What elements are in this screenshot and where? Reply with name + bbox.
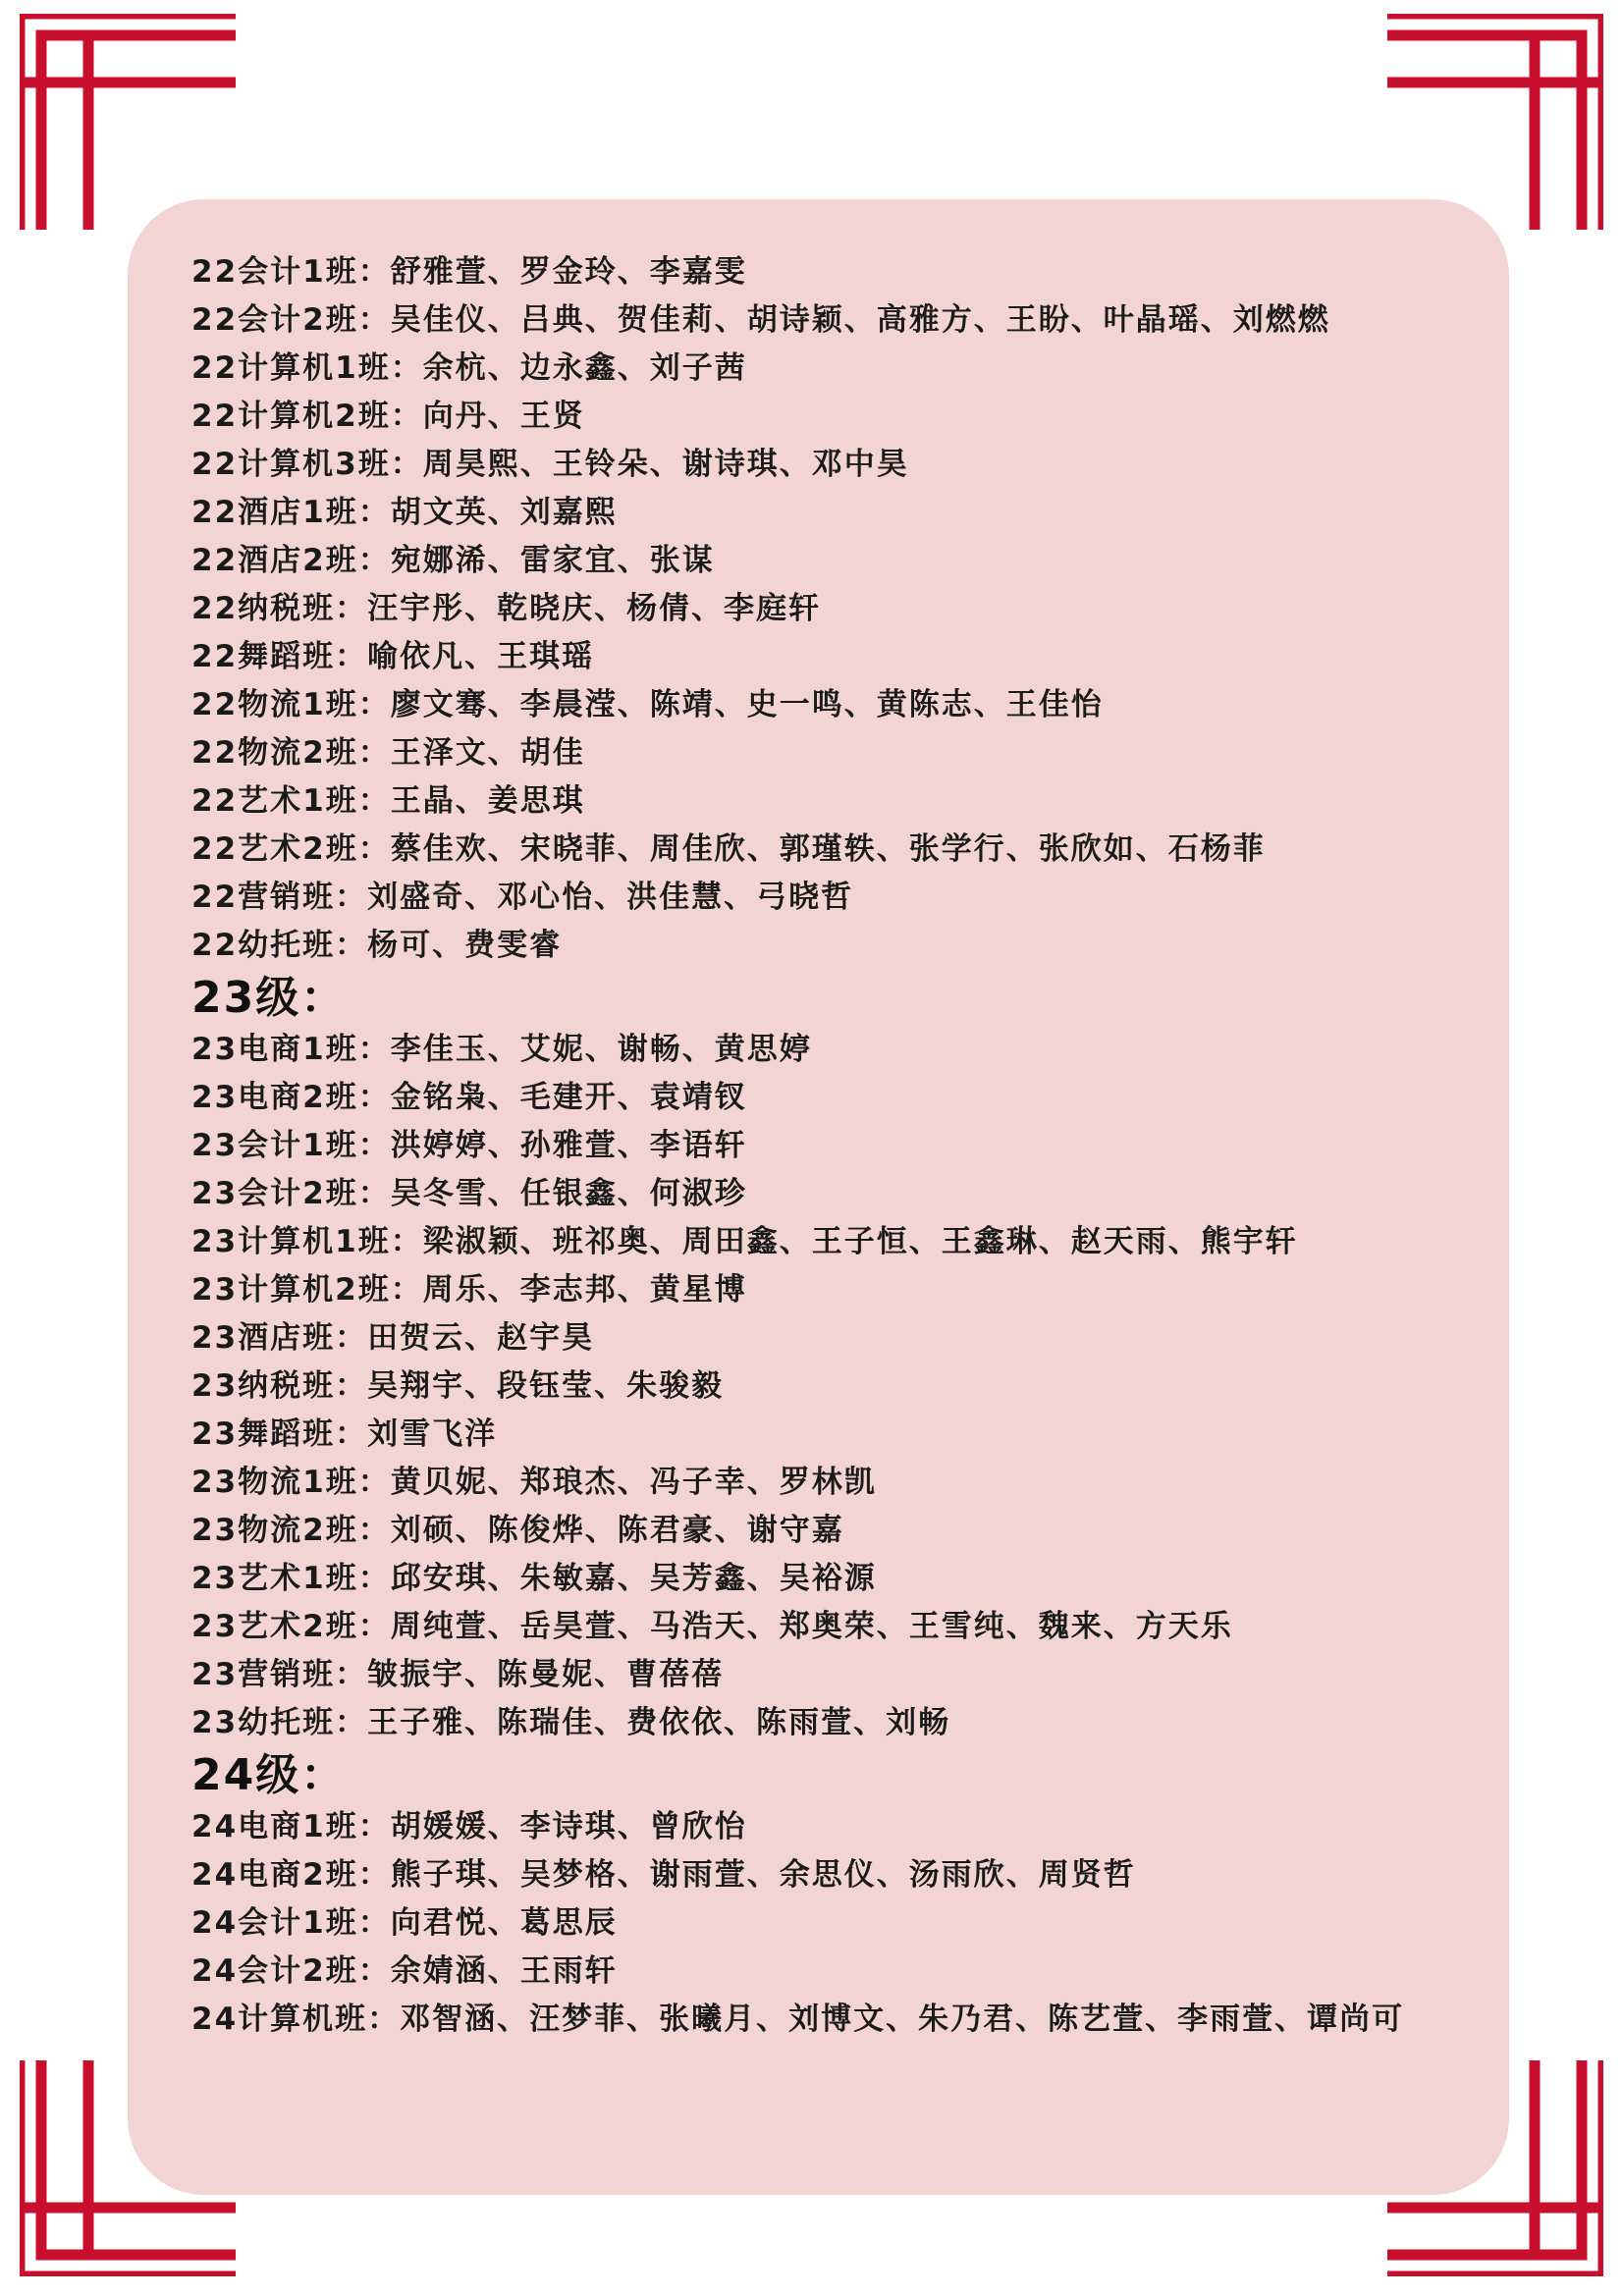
class-line: 23幼托班：王子雅、陈瑞佳、费依依、陈雨萱、刘畅	[191, 1705, 951, 1740]
class-line: 22艺术1班：王晶、姜思琪	[191, 783, 585, 819]
class-line: 24会计1班：向君悦、葛思辰	[191, 1905, 618, 1941]
grade-heading-23: 23级：	[191, 973, 347, 1023]
class-line: 23会计2班：吴冬雪、任银鑫、何淑珍	[191, 1176, 747, 1211]
class-line: 22会计2班：吴佳仪、吕典、贺佳莉、胡诗颖、高雅方、王盼、叶晶瑶、刘燃燃	[191, 302, 1330, 338]
class-line: 22酒店1班：胡文英、刘嘉熙	[191, 495, 618, 530]
class-line: 22计算机1班：余杭、边永鑫、刘子茜	[191, 350, 747, 386]
class-line: 23计算机2班：周乐、李志邦、黄星博	[191, 1272, 747, 1308]
class-line: 22纳税班：汪宇彤、乾晓庆、杨倩、李庭轩	[191, 591, 822, 626]
class-line: 22舞蹈班：喻依凡、王琪瑶	[191, 639, 595, 674]
class-line: 23电商2班：金铭枭、毛建开、袁靖钗	[191, 1080, 747, 1115]
class-line: 22艺术2班：蔡佳欢、宋晓菲、周佳欣、郭瑾轶、张学行、张欣如、石杨菲	[191, 831, 1266, 867]
class-line: 23物流1班：黄贝妮、郑琅杰、冯子幸、罗林凯	[191, 1465, 877, 1500]
class-line: 24电商1班：胡媛媛、李诗琪、曾欣怡	[191, 1809, 747, 1844]
class-line: 24计算机班：邓智涵、汪梦菲、张曦月、刘博文、朱乃君、陈艺萱、李雨萱、谭尚可	[191, 2002, 1405, 2037]
class-line: 22物流1班：廖文骞、李晨滢、陈靖、史一鸣、黄陈志、王佳怡	[191, 687, 1104, 722]
corner-ornament-top-right	[1387, 14, 1603, 230]
class-line: 23电商1班：李佳玉、艾妮、谢畅、黄思婷	[191, 1032, 812, 1067]
class-line: 22会计1班：舒雅萱、罗金玲、李嘉雯	[191, 254, 747, 290]
class-line: 23会计1班：洪婷婷、孙雅萱、李语轩	[191, 1128, 747, 1163]
class-line: 24电商2班：熊子琪、吴梦格、谢雨萱、余思仪、汤雨欣、周贤哲	[191, 1857, 1136, 1893]
name-list	[191, 248, 1478, 2044]
corner-ornament-top-left	[20, 14, 236, 230]
class-line: 22计算机3班：周昊熙、王铃朵、谢诗琪、邓中昊	[191, 447, 909, 482]
class-line: 22计算机2班：向丹、王贤	[191, 399, 585, 434]
class-line: 24会计2班：余婧涵、王雨轩	[191, 1953, 618, 1989]
class-line: 23艺术1班：邱安琪、朱敏嘉、吴芳鑫、吴裕源	[191, 1561, 877, 1596]
class-line: 23纳税班：吴翔宇、段钰莹、朱骏毅	[191, 1368, 725, 1404]
class-line: 23舞蹈班：刘雪飞洋	[191, 1416, 498, 1452]
class-line: 22酒店2班：宛娜浠、雷家宜、张谋	[191, 543, 715, 578]
class-line: 23营销班：皱振宇、陈曼妮、曹蓓蓓	[191, 1657, 725, 1692]
class-line: 22营销班：刘盛奇、邓心怡、洪佳慧、弓晓哲	[191, 880, 854, 915]
class-line: 22物流2班：王泽文、胡佳	[191, 735, 585, 771]
class-line: 23计算机1班：梁淑颖、班祁奥、周田鑫、王子恒、王鑫琳、赵天雨、熊宇轩	[191, 1224, 1298, 1259]
grade-heading-24: 24级：	[191, 1750, 347, 1800]
class-line: 23艺术2班：周纯萱、岳昊萱、马浩天、郑奥荣、王雪纯、魏来、方天乐	[191, 1609, 1233, 1644]
class-line: 23酒店班：田贺云、赵宇昊	[191, 1320, 595, 1356]
class-line: 23物流2班：刘硕、陈俊烨、陈君豪、谢守嘉	[191, 1513, 844, 1548]
class-line: 22幼托班：杨可、费雯睿	[191, 928, 563, 963]
